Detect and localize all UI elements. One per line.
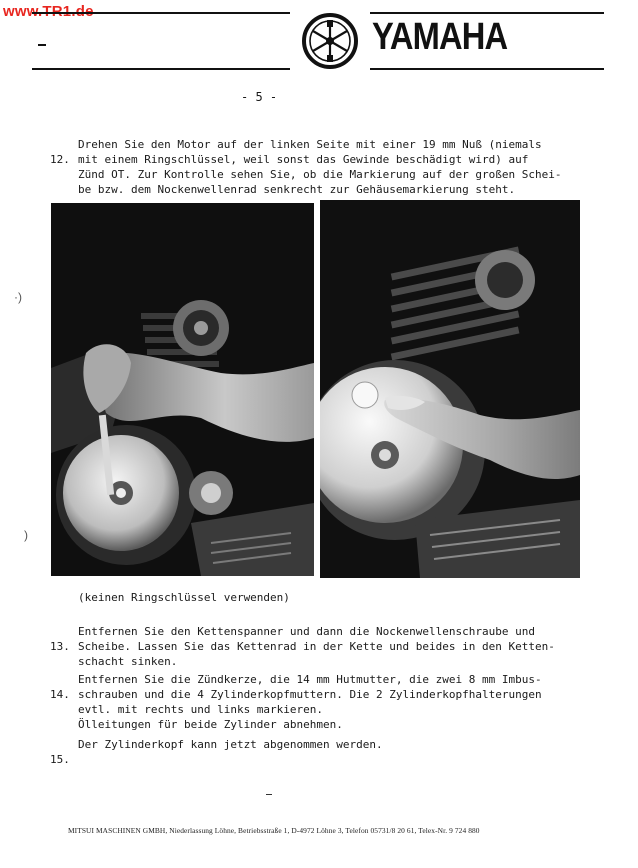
step-line: Scheibe. Lassen Sie das Kettenrad in der Kette und beides in den Ketten- (78, 640, 555, 653)
photo-engine-wrench (51, 203, 314, 576)
brand-wordmark: YAMAHA (372, 16, 508, 58)
margin-mark: ) (24, 528, 28, 542)
photo-caption: (keinen Ringschlüssel verwenden) (78, 591, 290, 604)
step-line: schrauben und die 4 Zylinderkopfmuttern. Die 2 Zylinderkopfhalterungen (78, 688, 542, 701)
margin-mark: ·) (14, 290, 22, 304)
step-line: Der Zylinderkopf kann jetzt abgenommen werden. (78, 738, 383, 751)
step-12 (50, 137, 610, 197)
step-number: 13. (50, 640, 70, 653)
watermark-logo-text: www.TR1.de (3, 3, 94, 20)
step-line: Drehen Sie den Motor auf der linken Seite mit einer 19 mm Nuß (niemals (78, 138, 542, 151)
step-line: be bzw. dem Nockenwellenrad senkrecht zur Gehäusemarkierung steht. (78, 183, 516, 196)
page-number: - 5 - (241, 90, 278, 104)
step-15 (50, 737, 610, 766)
step-14 (50, 672, 610, 732)
step-number: 14. (50, 688, 70, 701)
footer-address: MITSUI MASCHINEN GMBH, Niederlassung Löhne, Betriebsstraße 1, D-4972 Löhne 3, Telefon 05731/8 20 61, Telex-Nr. 9 724 880 (68, 826, 480, 835)
step-line: Entfernen Sie die Zündkerze, die 14 mm Hutmutter, die zwei 8 mm Imbus- (78, 673, 542, 686)
step-line: mit einem Ringschlüssel, weil sonst das Gewinde beschädigt wird) auf (78, 153, 529, 166)
step-line: Entfernen Sie den Kettenspanner und dann die Nockenwellenschraube und (78, 625, 535, 638)
step-number: 15. (50, 753, 70, 766)
step-line: schacht sinken. (78, 655, 178, 668)
photo-timing-mark (320, 200, 580, 578)
yamaha-tuning-fork-emblem-icon (290, 12, 370, 70)
step-line: evtl. mit rechts und links markieren. (78, 703, 324, 716)
header-tick-mark (38, 44, 46, 46)
step-line: Ölleitungen für beide Zylinder abnehmen. (78, 718, 343, 731)
step-number: 12. (50, 153, 70, 166)
step-13 (50, 624, 610, 669)
divider-dash (266, 794, 272, 795)
step-line: Zünd OT. Zur Kontrolle sehen Sie, ob die Markierung auf der großen Schei- (78, 168, 562, 181)
